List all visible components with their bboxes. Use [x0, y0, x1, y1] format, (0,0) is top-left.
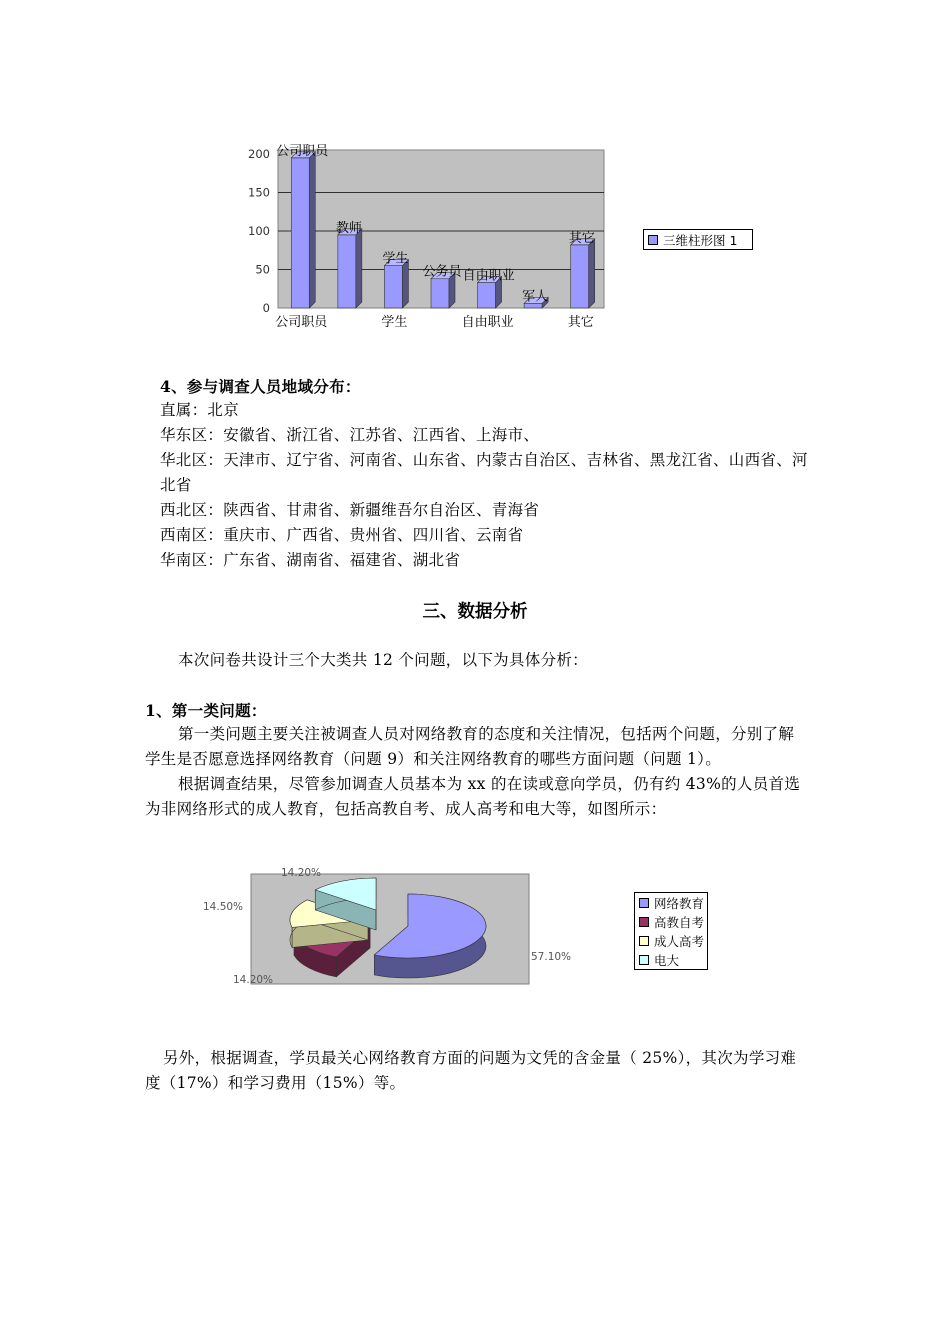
bar-data-label: 学生	[382, 251, 409, 267]
bar-data-label: 军人	[522, 289, 549, 305]
pie-chart	[195, 862, 595, 992]
section4-heading: 4、参与调查人员地域分布：	[160, 377, 361, 396]
bar-data-label: 自由职业	[462, 268, 515, 284]
region-line: 华南区：广东省、湖南省、福建省、湖北省	[160, 551, 461, 569]
y-tick-label: 0	[262, 301, 270, 315]
region-line: 华东区：安徽省、浙江省、江苏省、江西省、上海市、	[160, 426, 540, 444]
bar	[571, 239, 595, 308]
x-tick-label: 其它	[567, 315, 594, 330]
region-list	[160, 398, 810, 573]
q1-paragraph-3: 另外，根据调查，学员最关心网络教育方面的问题为文凭的含金量（ 25%），其次为学习难度（17%）和学习费用（15%）等。	[145, 1049, 797, 1092]
pie-pct-label: 14.20%	[281, 867, 322, 879]
pie-legend-item	[635, 912, 707, 931]
legend-label: 三维柱形图 1	[663, 232, 738, 248]
region-line: 华北区：天津市、辽宁省、河南省、山东省、内蒙古自治区、吉林省、黑龙江省、山西省、河北省	[160, 451, 808, 494]
bar-chart-plot-area	[248, 144, 604, 330]
bar	[338, 229, 362, 308]
y-tick-label: 100	[248, 224, 270, 238]
y-tick-label: 200	[248, 147, 270, 161]
x-tick-label: 自由职业	[461, 315, 514, 330]
q1-heading: 1、第一类问题：	[145, 701, 267, 720]
q1-paragraph-2: 根据调查结果，尽管参加调查人员基本为 xx 的在读或意向学员，仍有约 43%的人员首选为非网络形式的成人教育，包括高教自考、成人高考和电大等，如图所示：	[145, 775, 801, 818]
region-line: 西南区：重庆市、广西省、贵州省、四川省、云南省	[160, 526, 524, 544]
pie-pct-label: 14.50%	[203, 901, 244, 913]
bar-data-label: 教师	[335, 220, 362, 236]
pie-chart-legend	[634, 892, 708, 970]
y-tick-label: 50	[255, 262, 270, 277]
x-tick-label: 公司职员	[275, 315, 328, 330]
pie-legend-item	[635, 950, 707, 969]
q1-paragraph-1: 第一类问题主要关注被调查人员对网络教育的态度和关注情况，包括两个问题，分别了解学生是否愿意选择网络教育（问题 9）和关注网络教育的哪些方面问题（问题 1）。	[145, 725, 795, 768]
bar-data-label: 其它	[568, 230, 595, 246]
bar-data-label: 公务员	[422, 264, 462, 280]
bar-data-label: 公司职员	[276, 143, 329, 159]
section-title: 三、数据分析	[422, 602, 528, 622]
region-line: 西北区：陕西省、甘肃省、新疆维吾尔自治区、青海省	[160, 501, 540, 519]
intro-paragraph: 本次问卷共设计三个大类共 12 个问题，以下为具体分析：	[178, 651, 588, 669]
legend-label: 高教自考	[654, 914, 705, 930]
legend-swatch	[639, 955, 649, 965]
x-tick-label: 学生	[381, 315, 408, 330]
legend-label: 电大	[654, 952, 680, 968]
pie-pct-label: 14.20%	[233, 974, 274, 986]
legend-swatch	[648, 235, 658, 245]
bar	[384, 260, 408, 308]
legend-swatch	[639, 917, 649, 927]
legend-swatch	[639, 898, 649, 908]
y-tick-label: 150	[248, 185, 270, 200]
legend-label: 成人高考	[654, 933, 705, 949]
legend-swatch	[639, 936, 649, 946]
bar	[291, 152, 315, 308]
pie-legend-item	[635, 893, 707, 912]
pie-pct-label: 57.10%	[531, 951, 572, 963]
region-line: 直属：北京	[160, 401, 240, 419]
legend-label: 网络教育	[654, 895, 705, 911]
bar-chart-legend	[643, 229, 753, 250]
bar-chart	[240, 140, 640, 340]
pie-legend-item	[635, 931, 707, 950]
